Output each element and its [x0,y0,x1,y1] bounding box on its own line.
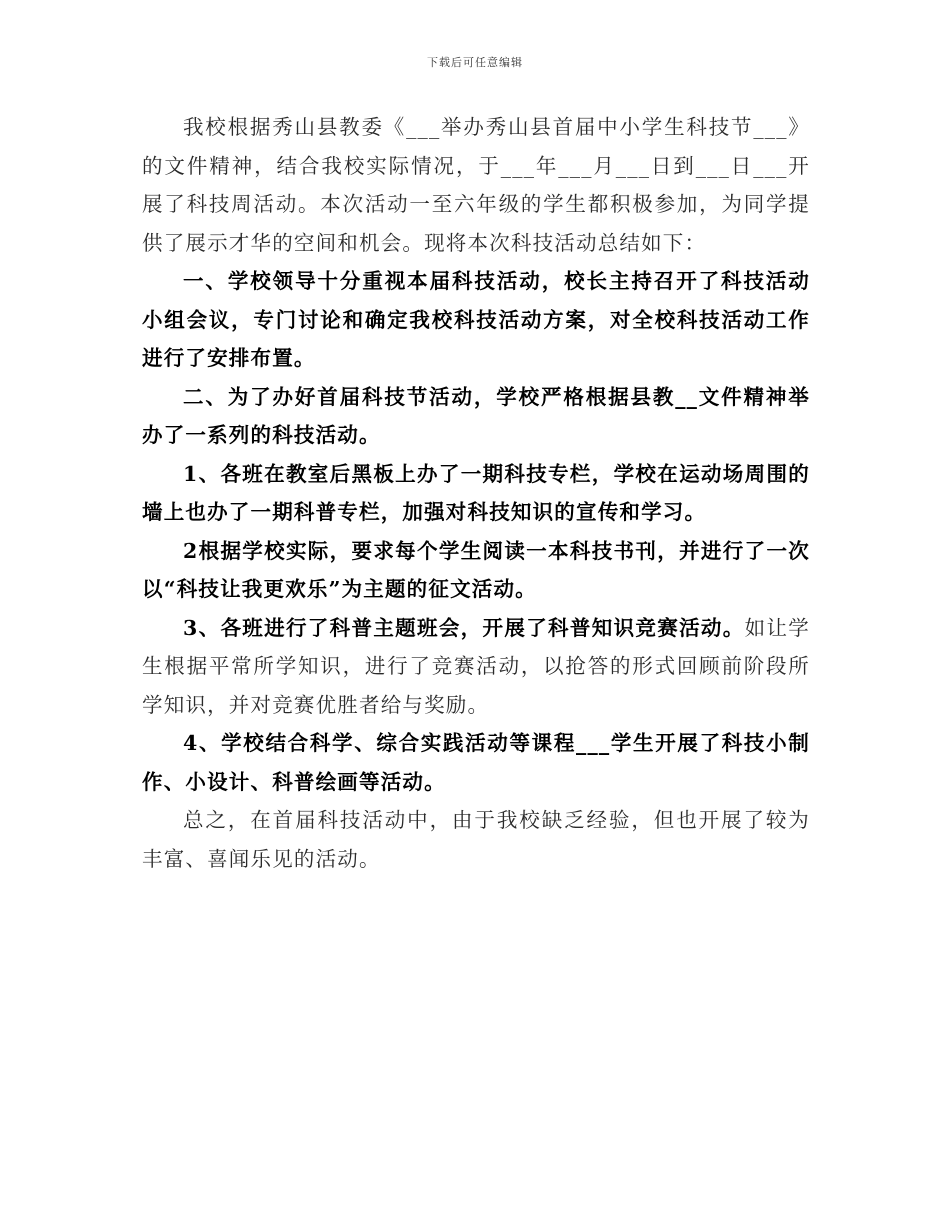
item-three-paragraph [142,609,810,725]
point-one-paragraph: 一、学校领导十分重视本届科技活动，校长主持召开了科技活动小组会议，专门讨论和确定我校科技活动方案，对全校科技活动工作进行了安排布置。 [142,269,810,370]
item-three-normal-text: 如让学生根据平常所学知识，进行了竞赛活动，以抢答的形式回顾前阶段所学知识，并对竞赛优胜者给与奖励。 [142,615,810,717]
item-one-paragraph: 1、各班在教室后黑板上办了一期科技专栏，学校在运动场周围的墙上也办了一期科普专栏，加强对科技知识的宣传和学习。 [142,461,810,524]
conclusion-paragraph: 总之，在首届科技活动中，由于我校缺乏经验，但也开展了较为丰富、喜闻乐见的活动。 [142,808,810,871]
page-header: 下载后可任意编辑 [427,56,523,69]
item-two-paragraph: 2根据学校实际，要求每个学生阅读一本科技书刊，并进行了一次以“科技让我更欢乐”为主题的征文活动。 [142,538,810,601]
document-body [142,108,810,878]
intro-paragraph: 我校根据秀山县教委《___举办秀山县首届中小学生科技节___》的文件精神，结合我校实际情况，于___年___月___日到___日___开展了科技周活动。本次活动一至六年级的学生都积极参加，为同学提供了展示才华的空间和机会。现将本次科技活动总结如下： [142,115,810,255]
point-two-paragraph: 二、为了办好首届科技节活动，学校严格根据县教__文件精神举办了一系列的科技活动。 [142,384,810,447]
item-four-paragraph: 4、学校结合科学、综合实践活动等课程___学生开展了科技小制作、小设计、科普绘画等活动。 [142,731,810,794]
item-three-bold-text: 3、各班进行了科普主题班会，开展了科普知识竞赛活动。 [183,615,745,640]
